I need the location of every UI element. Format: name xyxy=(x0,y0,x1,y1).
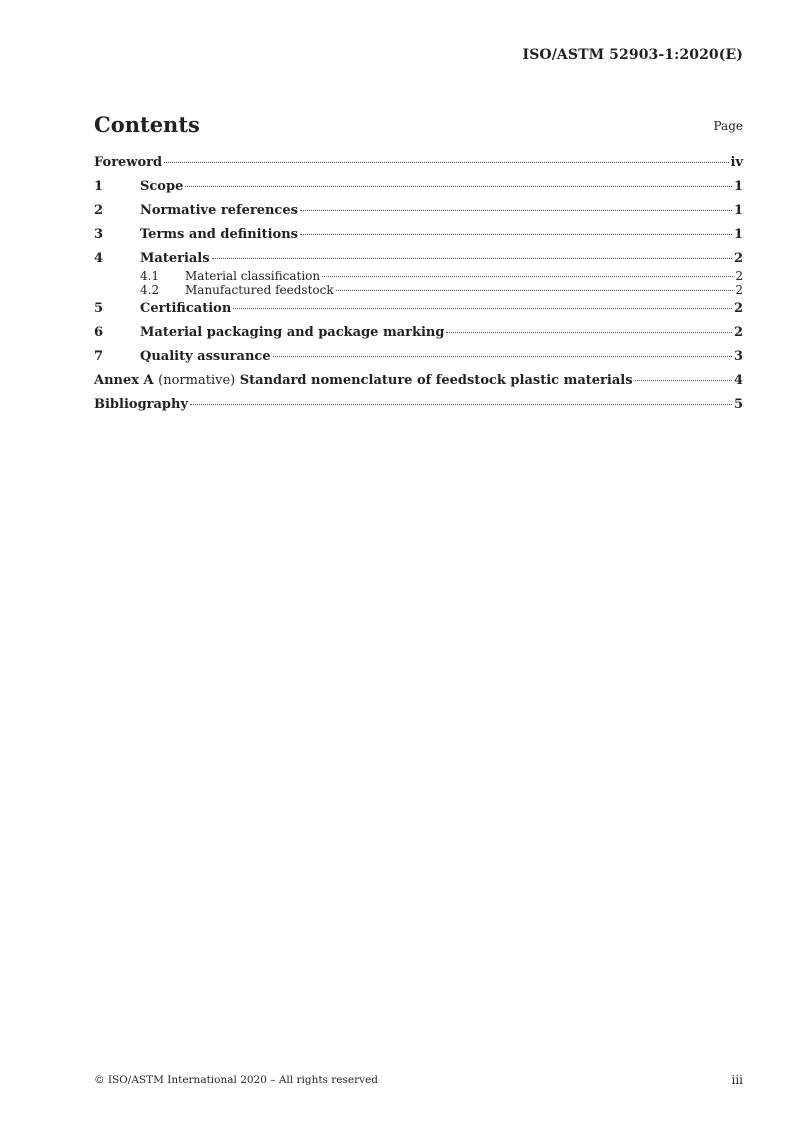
toc-entry-page: 2 xyxy=(733,251,743,266)
toc-entry-number: 1 xyxy=(94,179,104,194)
page-number: iii xyxy=(731,1073,743,1087)
toc-entry-bibliography[interactable] xyxy=(94,397,743,415)
annex-type: (normative) xyxy=(158,373,236,388)
toc-entry-page: 1 xyxy=(733,227,743,242)
toc-entry-page: 1 xyxy=(733,203,743,218)
toc-entry-title: Material classification xyxy=(185,269,321,283)
toc-entry-title: Terms and definitions xyxy=(140,227,298,242)
toc-entry-title: Material packaging and package marking xyxy=(140,325,445,340)
annex-title: Standard nomenclature of feedstock plastic materials xyxy=(239,373,633,388)
toc-subentry-manufactured-feedstock[interactable] xyxy=(94,283,743,297)
toc-entry-foreword[interactable] xyxy=(94,155,743,173)
toc-entry-page: 1 xyxy=(733,179,743,194)
toc-entry-title: Normative references xyxy=(140,203,298,218)
dot-leader xyxy=(322,276,733,277)
toc-entry-page: 2 xyxy=(733,301,743,316)
toc-entry-materials[interactable] xyxy=(94,251,743,269)
toc-subentry-material-classification[interactable] xyxy=(94,269,743,283)
toc-entry-page: 5 xyxy=(733,397,743,412)
toc-entry-title: Quality assurance xyxy=(140,349,271,364)
toc-entry-page: 2 xyxy=(735,269,743,283)
dot-leader xyxy=(336,290,734,291)
dot-leader xyxy=(273,356,732,357)
table-of-contents xyxy=(94,155,743,415)
annex-label: Annex A xyxy=(94,373,154,388)
dot-leader xyxy=(185,186,732,187)
toc-entry-material-packaging[interactable] xyxy=(94,325,743,343)
toc-entry-number: 2 xyxy=(94,203,104,218)
toc-entry-scope[interactable] xyxy=(94,179,743,197)
contents-heading: Contents xyxy=(94,112,200,137)
dot-leader xyxy=(212,258,732,259)
toc-entry-number: 6 xyxy=(94,325,104,340)
toc-entry-title: Scope xyxy=(140,179,184,194)
copyright-notice: © ISO/ASTM International 2020 – All rights reserved xyxy=(94,1074,379,1086)
toc-entry-annex-a[interactable] xyxy=(94,373,743,391)
document-id: ISO/ASTM 52903-1:2020(E) xyxy=(522,47,743,63)
toc-entry-number: 3 xyxy=(94,227,104,242)
toc-entry-number: 4 xyxy=(94,251,104,266)
toc-entry-title: Manufactured feedstock xyxy=(185,283,334,297)
toc-entry-number: 4.1 xyxy=(140,269,160,283)
toc-entry-title: Bibliography xyxy=(94,397,189,412)
toc-entry-page: 4 xyxy=(733,373,743,388)
dot-leader xyxy=(635,380,732,381)
toc-entry-number: 5 xyxy=(94,301,104,316)
toc-entry-title: Foreword xyxy=(94,155,163,170)
toc-entry-page: iv xyxy=(730,155,743,170)
toc-entry-normative-references[interactable] xyxy=(94,203,743,221)
dot-leader xyxy=(233,308,732,309)
page-column-heading: Page xyxy=(713,119,743,133)
toc-entry-number: 7 xyxy=(94,349,104,364)
toc-entry-page: 2 xyxy=(733,325,743,340)
toc-entry-title xyxy=(94,373,633,388)
dot-leader xyxy=(190,404,732,405)
dot-leader xyxy=(300,234,732,235)
toc-entry-certification[interactable] xyxy=(94,301,743,319)
dot-leader xyxy=(164,162,728,163)
dot-leader xyxy=(446,332,731,333)
toc-entry-quality-assurance[interactable] xyxy=(94,349,743,367)
toc-entry-title: Certification xyxy=(140,301,232,316)
toc-entry-terms-and-definitions[interactable] xyxy=(94,227,743,245)
toc-entry-number: 4.2 xyxy=(140,283,160,297)
dot-leader xyxy=(300,210,732,211)
toc-entry-page: 2 xyxy=(735,283,743,297)
toc-entry-title: Materials xyxy=(140,251,210,266)
toc-entry-page: 3 xyxy=(733,349,743,364)
